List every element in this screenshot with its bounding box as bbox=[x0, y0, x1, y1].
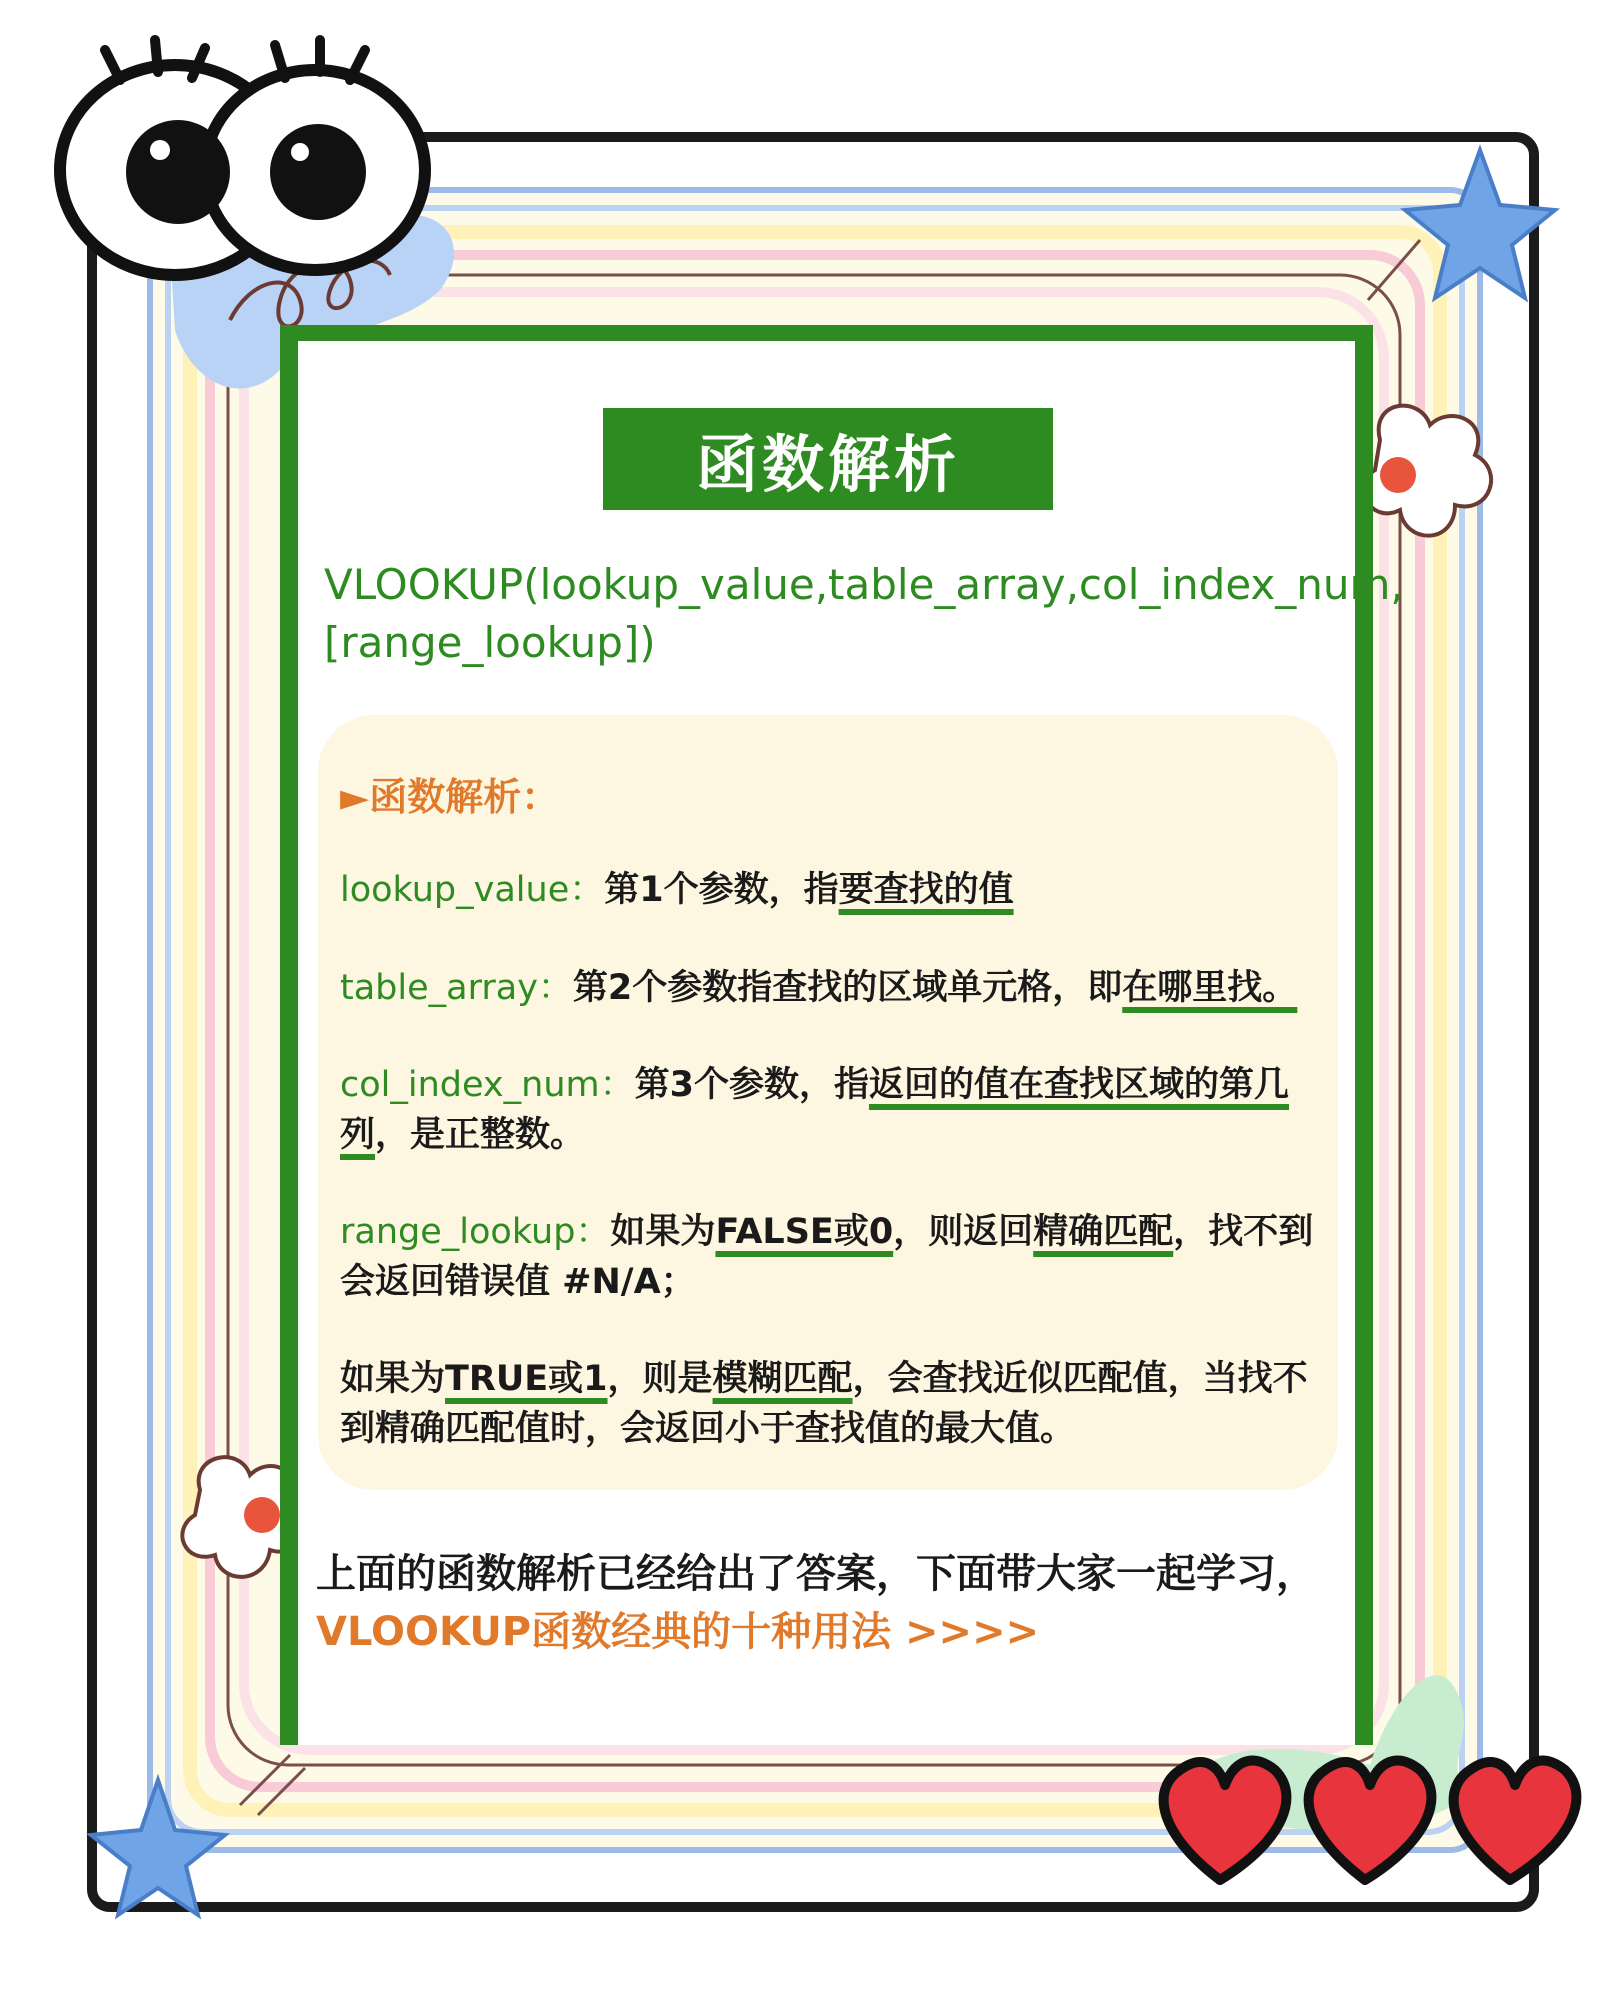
param-entry bbox=[340, 1354, 1320, 1454]
entry-line bbox=[340, 963, 1320, 1013]
highlighted-text: 列 bbox=[340, 1115, 376, 1155]
param-entry bbox=[340, 963, 1320, 1013]
highlighted-text: TRUE或1 bbox=[445, 1359, 608, 1399]
syntax-line: [range_lookup]) bbox=[324, 618, 656, 667]
highlighted-text: 精确匹配 bbox=[1033, 1212, 1174, 1252]
description-text: 第3个参数，指 bbox=[634, 1065, 869, 1105]
highlighted-text: FALSE或0 bbox=[715, 1212, 894, 1252]
param-entry bbox=[340, 1060, 1320, 1160]
param-entry bbox=[340, 1207, 1320, 1307]
entry-line bbox=[340, 1110, 1320, 1160]
entry-line bbox=[340, 1207, 1320, 1257]
entry-line bbox=[340, 1404, 1320, 1454]
footer-text bbox=[316, 1545, 1356, 1661]
description-text: 如果为 bbox=[340, 1359, 446, 1399]
description-text: 第2个参数指查找的区域单元格，即 bbox=[572, 968, 1123, 1008]
heart-icon bbox=[1164, 1761, 1287, 1880]
highlighted-text: 模糊匹配 bbox=[712, 1359, 853, 1399]
entry-line bbox=[340, 1060, 1320, 1110]
description-text: 第1个参数，指 bbox=[604, 870, 839, 910]
description-text: ，则返回 bbox=[893, 1212, 1034, 1252]
heart-icon bbox=[1309, 1761, 1432, 1880]
description-text: ，找不到 bbox=[1173, 1212, 1314, 1252]
entry-line bbox=[340, 1257, 1320, 1307]
description-text: ，是正整数。 bbox=[375, 1115, 586, 1155]
description-text: 到精确匹配值时，会返回小于查找值的最大值。 bbox=[340, 1409, 1076, 1449]
entry-line bbox=[340, 865, 1320, 915]
param-entry bbox=[340, 865, 1320, 915]
highlighted-text: 要查找的值 bbox=[838, 870, 1014, 910]
card-heading: ►函数解析： bbox=[340, 775, 560, 819]
description-text: 如果为 bbox=[610, 1212, 716, 1252]
page-title: 函数解析 bbox=[603, 408, 1053, 510]
param-name: col_index_num： bbox=[340, 1065, 635, 1105]
description-text: ，会查找近似匹配值，当找不 bbox=[852, 1359, 1308, 1399]
param-name: table_array： bbox=[340, 968, 573, 1008]
footer-line: 上面的函数解析已经给出了答案，下面带大家一起学习， bbox=[316, 1551, 1316, 1597]
description-text: 会返回错误值 #N/A； bbox=[340, 1262, 696, 1302]
function-syntax bbox=[324, 556, 1404, 672]
param-name: lookup_value： bbox=[340, 870, 605, 910]
heart-icon bbox=[1454, 1761, 1577, 1880]
footer-link[interactable]: VLOOKUP函数经典的十种用法 >>>> bbox=[316, 1609, 1040, 1655]
highlighted-text: 返回的值在查找区域的第几 bbox=[868, 1065, 1289, 1105]
entry-line bbox=[340, 1354, 1320, 1404]
description-text: ，则是 bbox=[607, 1359, 713, 1399]
syntax-line: VLOOKUP(lookup_value,table_array,col_index_num, bbox=[324, 560, 1404, 609]
param-name: range_lookup： bbox=[340, 1212, 611, 1252]
highlighted-text: 在哪里找。 bbox=[1122, 968, 1298, 1008]
googly-eyes-icon bbox=[60, 40, 425, 275]
